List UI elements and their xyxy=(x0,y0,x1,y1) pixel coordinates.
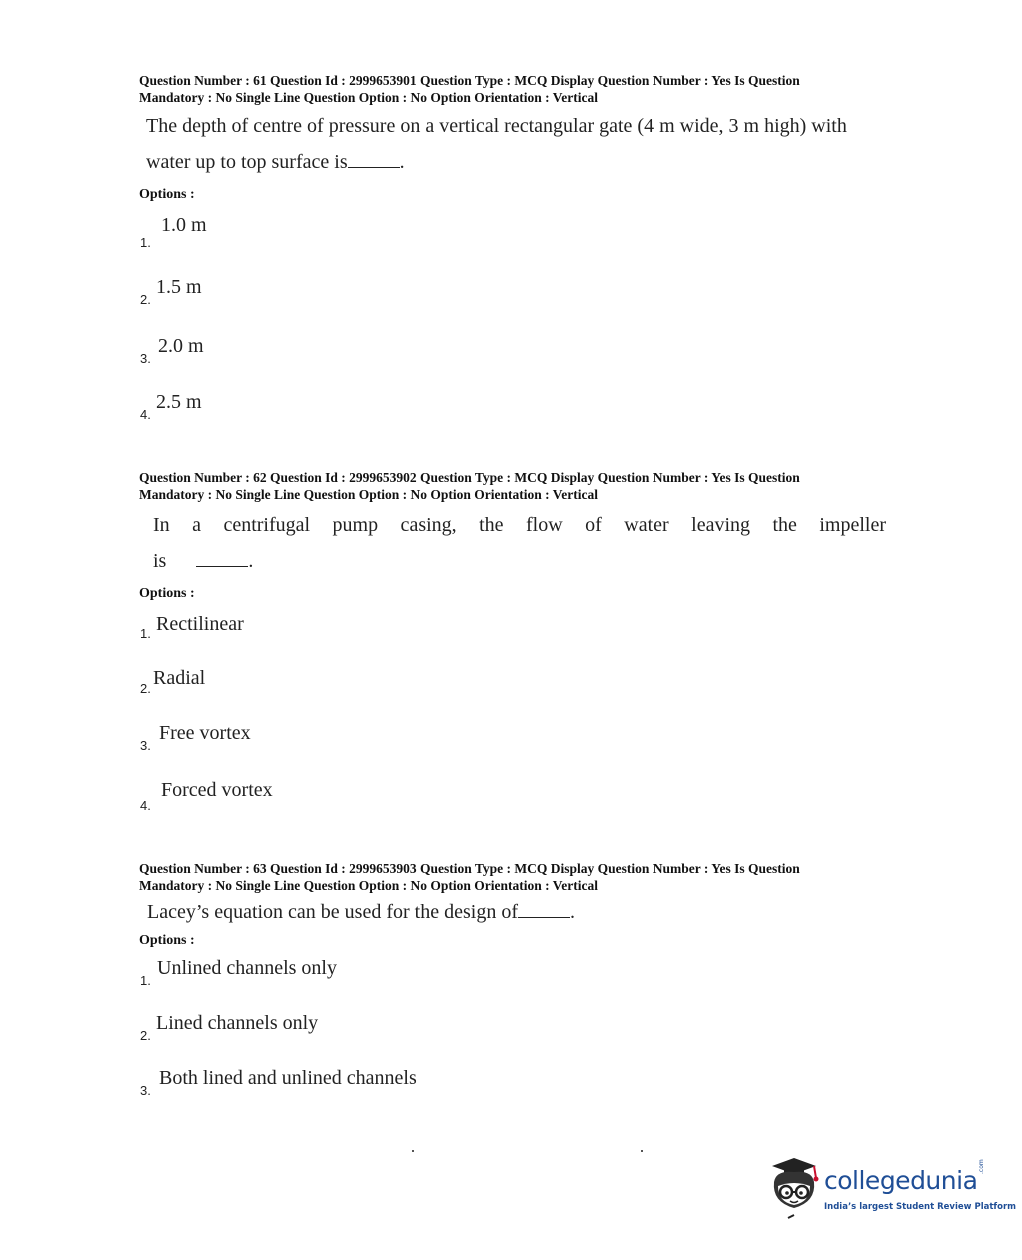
question-text-suffix: . xyxy=(569,901,575,923)
option-number: 1. xyxy=(140,626,151,641)
question-text-line: The depth of centre of pressure on a vertical rectangular gate (4 m wide, 3 m high) with xyxy=(146,115,847,137)
option-number: 3. xyxy=(140,1083,151,1098)
scan-mark xyxy=(412,1150,414,1152)
question-text-prefix: Lacey’s equation can be used for the design of xyxy=(147,901,518,923)
question-62-text xyxy=(153,507,886,579)
option-text: Unlined channels only xyxy=(157,957,337,979)
option-number: 2. xyxy=(140,292,151,307)
logo-domain-suffix: .com xyxy=(978,1159,985,1174)
option-text: Both lined and unlined channels xyxy=(159,1067,417,1089)
question-62-meta xyxy=(139,469,899,503)
answer-blank xyxy=(518,899,570,918)
question-63-meta xyxy=(139,860,899,894)
question-meta-line: Mandatory : No Single Line Question Option : No Option Orientation : Vertical xyxy=(139,90,599,105)
option-number: 3. xyxy=(140,738,151,753)
collegedunia-logo xyxy=(764,1152,1016,1222)
option-text: 1.5 m xyxy=(156,276,202,298)
question-meta-line: Mandatory : No Single Line Question Option : No Option Orientation : Vertical xyxy=(139,878,599,893)
option-text: Forced vortex xyxy=(161,779,273,801)
logo-tagline: India’s largest Student Review Platform xyxy=(824,1202,1016,1212)
mascot-icon xyxy=(764,1152,824,1222)
option-text: 2.5 m xyxy=(156,391,202,413)
question-61-meta xyxy=(139,72,899,106)
options-heading: Options : xyxy=(139,933,195,948)
options-heading: Options : xyxy=(139,586,195,601)
question-61-text xyxy=(146,108,847,180)
question-text-suffix: . xyxy=(399,151,405,173)
question-text-suffix: . xyxy=(248,550,254,572)
question-text-prefix: water up to top surface is xyxy=(146,151,348,173)
logo-wordmark: collegedunia xyxy=(824,1166,978,1195)
question-text-line: In a centrifugal pump casing, the flow of water leaving the impeller xyxy=(153,514,886,536)
question-text-line xyxy=(147,894,575,930)
option-text: Lined channels only xyxy=(156,1012,319,1034)
question-63-text xyxy=(147,894,575,930)
question-meta-line: Question Number : 63 Question Id : 2999653903 Question Type : MCQ Display Question Number : Yes Is Question xyxy=(139,861,800,876)
options-heading: Options : xyxy=(139,187,195,202)
option-number: 2. xyxy=(140,681,151,696)
answer-blank xyxy=(348,149,400,168)
question-meta-line: Mandatory : No Single Line Question Option : No Option Orientation : Vertical xyxy=(139,487,599,502)
option-text: Free vortex xyxy=(159,722,251,744)
option-text: Radial xyxy=(153,667,206,689)
option-number: 3. xyxy=(140,351,151,366)
scan-mark xyxy=(641,1150,643,1152)
option-number: 1. xyxy=(140,973,151,988)
question-text-prefix: is xyxy=(153,550,167,572)
question-meta-line: Question Number : 62 Question Id : 2999653902 Question Type : MCQ Display Question Number : Yes Is Question xyxy=(139,470,800,485)
question-text-line xyxy=(153,543,886,579)
question-meta-line: Question Number : 61 Question Id : 2999653901 Question Type : MCQ Display Question Number : Yes Is Question xyxy=(139,73,800,88)
question-text-line xyxy=(146,144,847,180)
option-text: 1.0 m xyxy=(161,214,207,236)
answer-blank xyxy=(196,548,248,567)
option-number: 4. xyxy=(140,407,151,422)
option-text: 2.0 m xyxy=(158,335,204,357)
option-number: 2. xyxy=(140,1028,151,1043)
option-number: 4. xyxy=(140,798,151,813)
option-text: Rectilinear xyxy=(156,613,244,635)
option-number: 1. xyxy=(140,235,151,250)
